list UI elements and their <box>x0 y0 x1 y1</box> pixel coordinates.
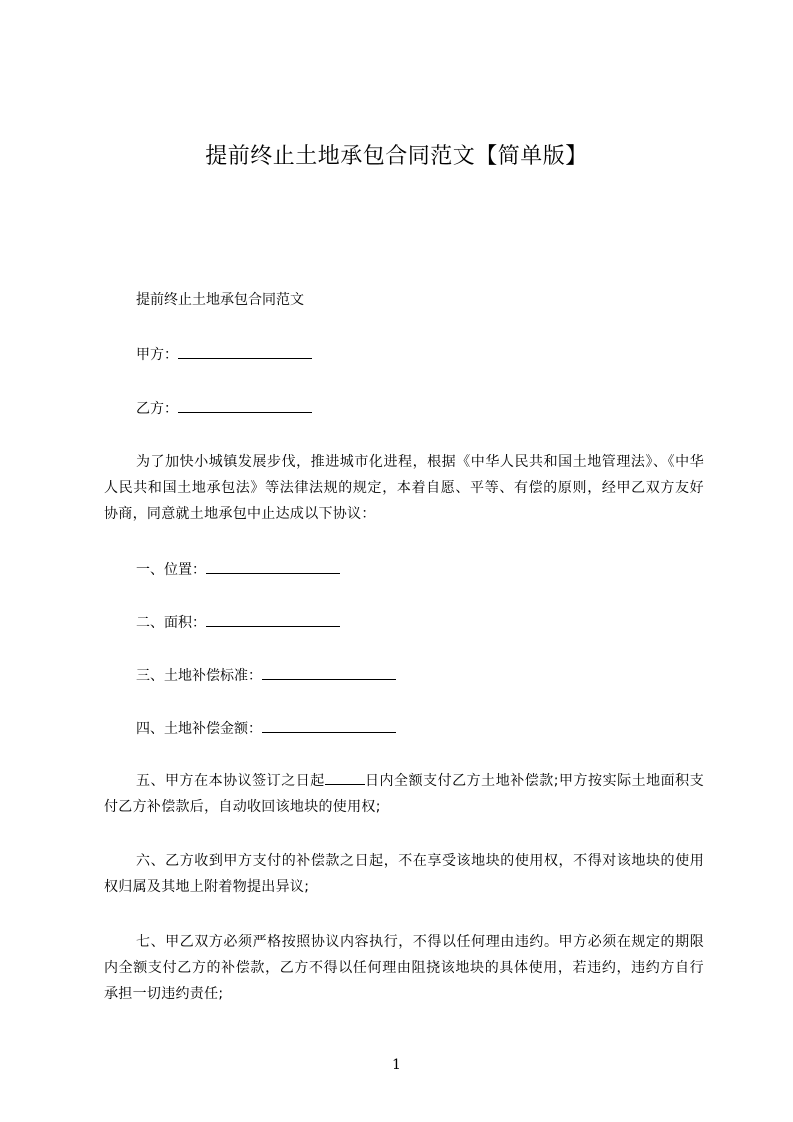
clause-5-days-blank <box>325 770 365 785</box>
clause-4-label: 四、土地补偿金额： <box>136 721 262 737</box>
clause-3-line <box>136 665 396 686</box>
clause-4-line <box>136 718 396 739</box>
clause-1-blank <box>206 559 340 574</box>
page-number: 1 <box>392 1057 401 1073</box>
document-title: 提前终止土地承包合同范文【简单版】 <box>205 144 588 169</box>
clause-1-label: 一、位置： <box>136 562 206 578</box>
party-b-blank <box>178 398 312 413</box>
party-b-line <box>136 398 312 419</box>
clause-2-line <box>136 612 340 633</box>
clause-5-paragraph <box>104 768 704 820</box>
preamble-paragraph: 为了加快小城镇发展步伐，推进城市化进程，根据《中华人民共和国土地管理法》、《中华人民共和国土地承包法》等法律法规的规定，本着自愿、平等、有偿的原则，经甲乙双方友好协商，同意就土地承包中止达成以下协议： <box>104 454 704 522</box>
clause-4-blank <box>262 718 396 733</box>
clause-1-line <box>136 559 340 580</box>
clause-5-text-before: 五、甲方在本协议签订之日起 <box>136 773 325 789</box>
clause-6-paragraph: 六、乙方收到甲方支付的补偿款之日起，不在享受该地块的使用权，不得对该地块的使用权归属及其地上附着物提出异议; <box>104 853 704 895</box>
party-a-label: 甲方： <box>136 347 178 363</box>
party-a-blank <box>178 344 312 359</box>
party-b-label: 乙方： <box>136 401 178 417</box>
clause-2-label: 二、面积： <box>136 615 206 631</box>
document-subtitle: 提前终止土地承包合同范文 <box>136 292 304 308</box>
clause-3-label: 三、土地补偿标准： <box>136 668 262 684</box>
clause-3-blank <box>262 665 396 680</box>
clause-7-paragraph: 七、甲乙双方必须严格按照协议内容执行，不得以任何理由违约。甲方必须在规定的期限内全额支付乙方的补偿款，乙方不得以任何理由阻挠该地块的具体使用，若违约，违约方自行承担一切违约责任; <box>104 934 704 1002</box>
clause-2-blank <box>206 612 340 627</box>
clause-5-text-after: 日内全额支付乙方土地补偿款;甲方按实际土地面积支付乙方补偿款后，自动收回该地块的使用权; <box>104 773 704 815</box>
party-a-line <box>136 344 312 365</box>
